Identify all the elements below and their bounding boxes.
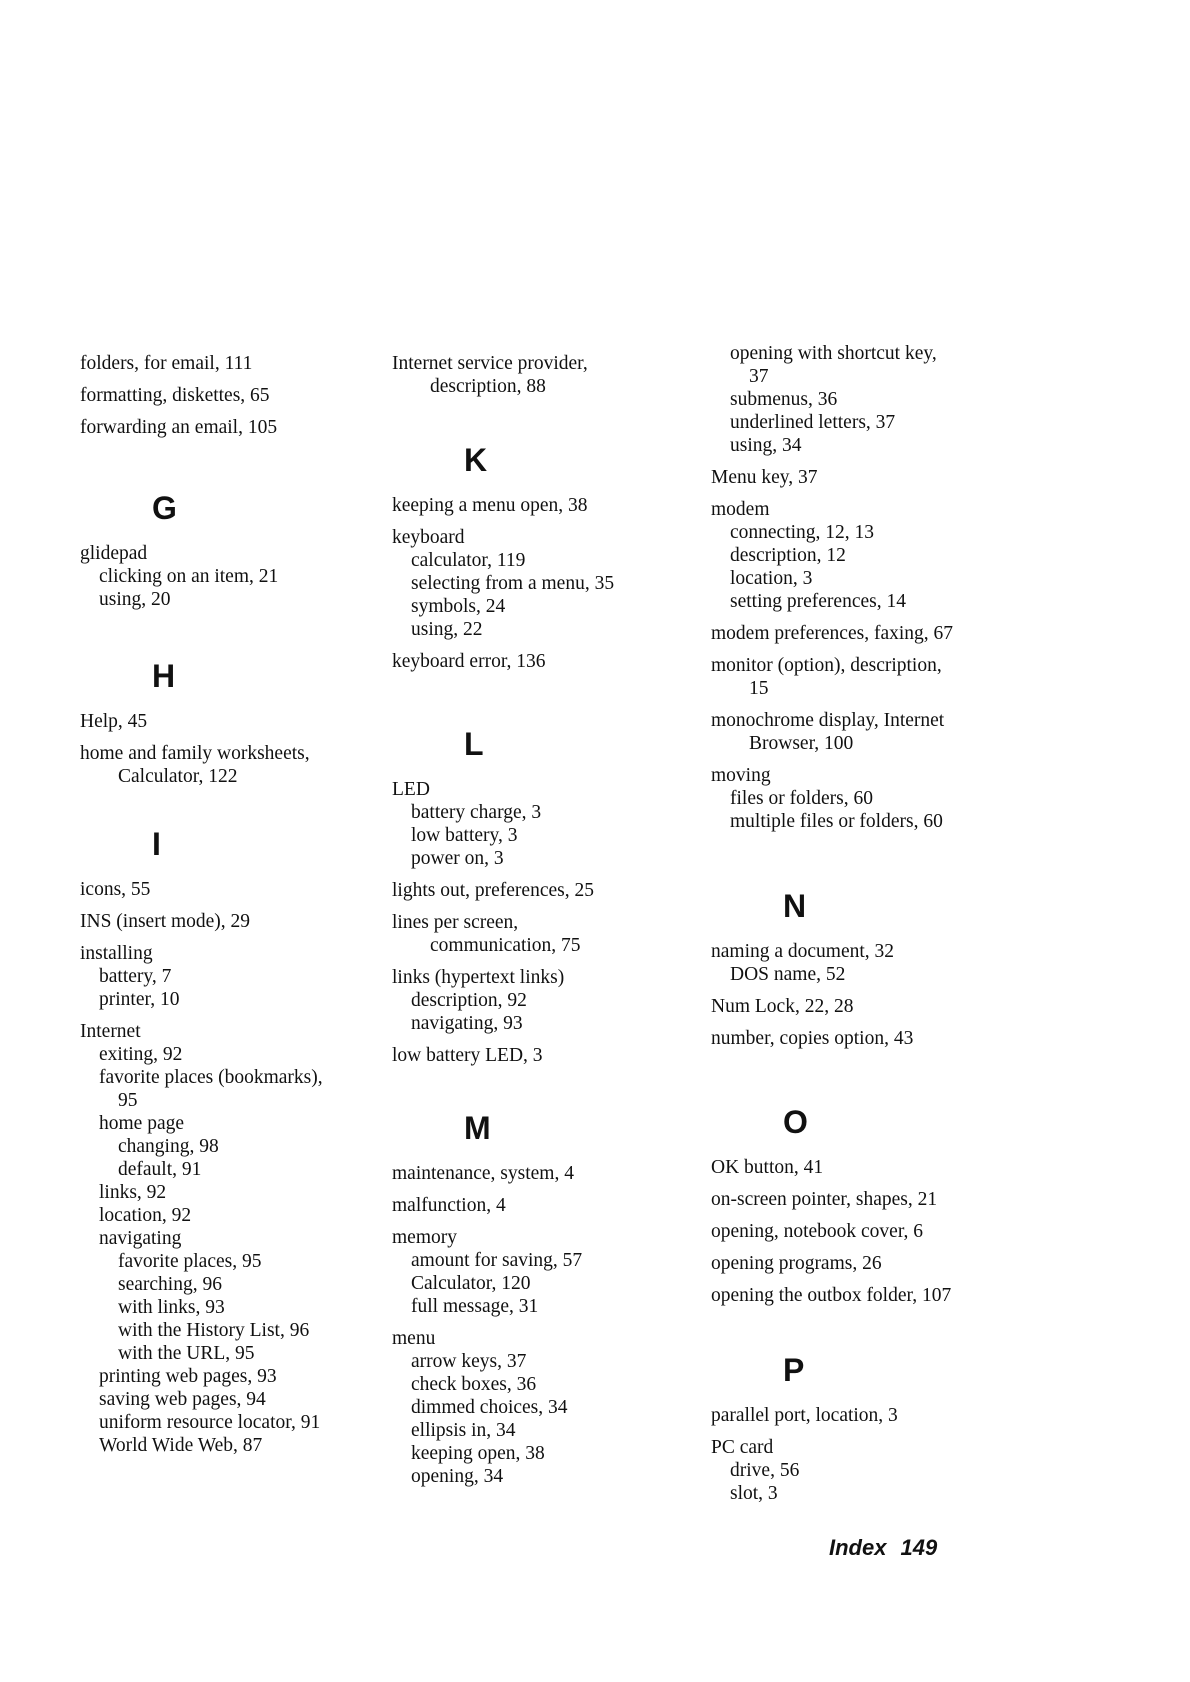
index-entry: [392, 352, 692, 398]
index-entry-text: menu: [392, 1328, 436, 1349]
index-letter-heading: H: [152, 658, 176, 694]
index-section: [80, 490, 380, 620]
index-entry-text: icons, 55: [80, 879, 151, 900]
index-entry: [392, 778, 692, 870]
index-entry-text: Help, 45: [80, 711, 148, 732]
index-entry-text: INS (insert mode), 29: [80, 911, 251, 932]
index-entry-continuation: Browser, 100: [749, 733, 854, 754]
index-subentry: favorite places (bookmarks),: [99, 1067, 323, 1088]
index-subentry: check boxes, 36: [411, 1374, 537, 1395]
index-entry-text: modem preferences, faxing, 67: [711, 623, 954, 644]
index-entry: [392, 1327, 692, 1488]
index-entry: [711, 1027, 1011, 1050]
index-entry-text: on-screen pointer, shapes, 21: [711, 1189, 938, 1210]
index-letter-heading: G: [152, 490, 177, 526]
index-entry-text: links (hypertext links): [392, 967, 565, 988]
index-entry-text: moving: [711, 765, 771, 786]
index-subentry: using, 34: [730, 435, 802, 456]
index-entry-text: maintenance, system, 4: [392, 1163, 574, 1184]
index-subentry: symbols, 24: [411, 596, 506, 617]
index-entry-text: installing: [80, 943, 153, 964]
index-subsubentry: with the History List, 96: [118, 1320, 310, 1341]
index-section: [711, 1104, 1011, 1316]
index-subentry: dimmed choices, 34: [411, 1397, 568, 1418]
index-subsubentry: searching, 96: [118, 1274, 222, 1295]
index-subentry: opening with shortcut key,: [730, 343, 937, 364]
index-subentry: keeping open, 38: [411, 1443, 545, 1464]
index-entry-text: folders, for email, 111: [80, 353, 253, 374]
index-entry: [80, 542, 380, 611]
index-entry: [711, 1156, 1011, 1179]
index-subentry: amount for saving, 57: [411, 1250, 583, 1271]
index-subentry: printing web pages, 93: [99, 1366, 277, 1387]
index-entry: [392, 911, 692, 957]
index-subentry: battery, 7: [99, 966, 172, 987]
index-subentry: location, 3: [730, 568, 813, 589]
index-entry-text: modem: [711, 499, 770, 520]
index-subentry: connecting, 12, 13: [730, 522, 875, 543]
index-entry-text: parallel port, location, 3: [711, 1405, 898, 1426]
index-entry: [392, 526, 692, 641]
index-subentry-continuation: 37: [749, 366, 769, 387]
index-subentry: using, 22: [411, 619, 483, 640]
index-entry-text: home and family worksheets,: [80, 743, 310, 764]
index-subentry: submenus, 36: [730, 389, 838, 410]
index-entry-text: memory: [392, 1227, 457, 1248]
index-entry: [711, 654, 1011, 700]
index-entry: [392, 1194, 692, 1217]
index-section: [392, 352, 692, 407]
index-section: [392, 726, 692, 1076]
index-entry: [711, 1436, 1011, 1505]
index-entry-text: LED: [392, 779, 430, 800]
index-letter-heading: K: [464, 442, 488, 478]
index-subentry: navigating: [99, 1228, 182, 1249]
index-entry: [80, 742, 380, 788]
index-subentry: clicking on an item, 21: [99, 566, 279, 587]
index-subentry: location, 92: [99, 1205, 192, 1226]
index-entry: [80, 710, 380, 733]
index-entry-continuation: communication, 75: [430, 935, 581, 956]
index-entry: [711, 1220, 1011, 1243]
index-section: [711, 888, 1011, 1059]
index-entry: [392, 1162, 692, 1185]
index-entry-text: Internet service provider,: [392, 353, 588, 374]
index-section: [392, 442, 692, 682]
index-subentry: setting preferences, 14: [730, 591, 906, 612]
index-entry-continuation: description, 88: [430, 376, 546, 397]
index-subentry: arrow keys, 37: [411, 1351, 527, 1372]
index-subentry: ellipsis in, 34: [411, 1420, 516, 1441]
index-subentry: home page: [99, 1113, 185, 1134]
index-entry: [80, 416, 380, 439]
index-entry: [711, 466, 1011, 489]
index-entry-text: lights out, preferences, 25: [392, 880, 594, 901]
index-entry-text: lines per screen,: [392, 912, 519, 933]
index-entry-text: keeping a menu open, 38: [392, 495, 588, 516]
index-entry: [80, 384, 380, 407]
index-subentry: drive, 56: [730, 1460, 800, 1481]
index-entry-continuation: 15: [749, 678, 769, 699]
index-entry-text: naming a document, 32: [711, 941, 895, 962]
index-entry-text: OK button, 41: [711, 1157, 824, 1178]
index-subentry: exiting, 92: [99, 1044, 183, 1065]
index-entry: [392, 650, 692, 673]
index-entry-text: Menu key, 37: [711, 467, 818, 488]
index-subsubentry: default, 91: [118, 1159, 202, 1180]
index-entry: [711, 1404, 1011, 1427]
index-entry: [711, 709, 1011, 755]
index-entry-text: low battery LED, 3: [392, 1045, 543, 1066]
index-entry: [80, 910, 380, 933]
index-subentry: underlined letters, 37: [730, 412, 896, 433]
index-subentry: full message, 31: [411, 1296, 539, 1317]
page-footer: [829, 1535, 937, 1561]
index-entry: [392, 879, 692, 902]
index-subentry: power on, 3: [411, 848, 504, 869]
index-subentry-continuation: 95: [118, 1090, 138, 1111]
index-letter-heading: N: [783, 888, 807, 924]
index-entry-text: Internet: [80, 1021, 141, 1042]
index-entry: [711, 1188, 1011, 1211]
index-section: [80, 658, 380, 797]
index-subentry: saving web pages, 94: [99, 1389, 266, 1410]
index-entry-text: formatting, diskettes, 65: [80, 385, 270, 406]
index-subsubentry: changing, 98: [118, 1136, 219, 1157]
index-subentry: uniform resource locator, 91: [99, 1412, 321, 1433]
index-letter-heading: I: [152, 826, 161, 862]
index-entry: [392, 494, 692, 517]
index-entry: [711, 940, 1011, 986]
index-subentry: printer, 10: [99, 989, 180, 1010]
index-entry: [392, 966, 692, 1035]
index-entry-text: keyboard: [392, 527, 465, 548]
index-subsubentry: favorite places, 95: [118, 1251, 262, 1272]
index-subentry: Calculator, 120: [411, 1273, 531, 1294]
index-entry-text: monochrome display, Internet: [711, 710, 945, 731]
index-entry-continuation: Calculator, 122: [118, 766, 238, 787]
index-entry: [711, 622, 1011, 645]
index-entry: [392, 1044, 692, 1067]
index-letter-heading: P: [783, 1352, 805, 1388]
index-subentry: battery charge, 3: [411, 802, 542, 823]
index-section: [80, 352, 380, 448]
index-entry-text: opening programs, 26: [711, 1253, 882, 1274]
index-entry-text: opening the outbox folder, 107: [711, 1285, 952, 1306]
index-subentry: World Wide Web, 87: [99, 1435, 263, 1456]
index-subentry: navigating, 93: [411, 1013, 523, 1034]
index-entry: [711, 764, 1011, 833]
index-entry: [80, 942, 380, 1011]
index-entry: [711, 342, 1011, 457]
index-entry-text: opening, notebook cover, 6: [711, 1221, 924, 1242]
index-section: [392, 1110, 692, 1497]
index-letter-heading: O: [783, 1104, 808, 1140]
index-subentry: description, 92: [411, 990, 527, 1011]
index-subentry: description, 12: [730, 545, 846, 566]
index-entry-text: PC card: [711, 1437, 774, 1458]
index-entry: [711, 995, 1011, 1018]
index-subsubentry: with the URL, 95: [118, 1343, 255, 1364]
index-section: [711, 342, 1011, 842]
page-number: 149: [900, 1535, 938, 1560]
index-letter-heading: M: [464, 1110, 491, 1146]
index-section: [80, 826, 380, 1466]
index-subentry: files or folders, 60: [730, 788, 873, 809]
index-entry: [392, 1226, 692, 1318]
index-letter-heading: L: [464, 726, 484, 762]
index-subentry: slot, 3: [730, 1483, 778, 1504]
index-subentry: opening, 34: [411, 1466, 504, 1487]
index-subentry: links, 92: [99, 1182, 167, 1203]
index-entry-text: monitor (option), description,: [711, 655, 942, 676]
index-entry: [711, 498, 1011, 613]
index-section: [711, 1352, 1011, 1514]
index-subentry: using, 20: [99, 589, 171, 610]
index-entry-text: number, copies option, 43: [711, 1028, 914, 1049]
footer-label: Index: [829, 1535, 887, 1560]
index-entry: [711, 1284, 1011, 1307]
index-entry: [711, 1252, 1011, 1275]
index-entry-text: malfunction, 4: [392, 1195, 506, 1216]
index-subentry: selecting from a menu, 35: [411, 573, 615, 594]
index-subentry: multiple files or folders, 60: [730, 811, 943, 832]
index-entry: [80, 878, 380, 901]
index-entry-text: glidepad: [80, 543, 148, 564]
index-subentry: calculator, 119: [411, 550, 526, 571]
index-entry: [80, 352, 380, 375]
index-entry-text: forwarding an email, 105: [80, 417, 278, 438]
index-entry-text: keyboard error, 136: [392, 651, 546, 672]
index-subentry: low battery, 3: [411, 825, 518, 846]
index-entry: [80, 1020, 380, 1457]
index-entry-text: Num Lock, 22, 28: [711, 996, 854, 1017]
index-subsubentry: with links, 93: [118, 1297, 225, 1318]
index-subentry: DOS name, 52: [730, 964, 846, 985]
